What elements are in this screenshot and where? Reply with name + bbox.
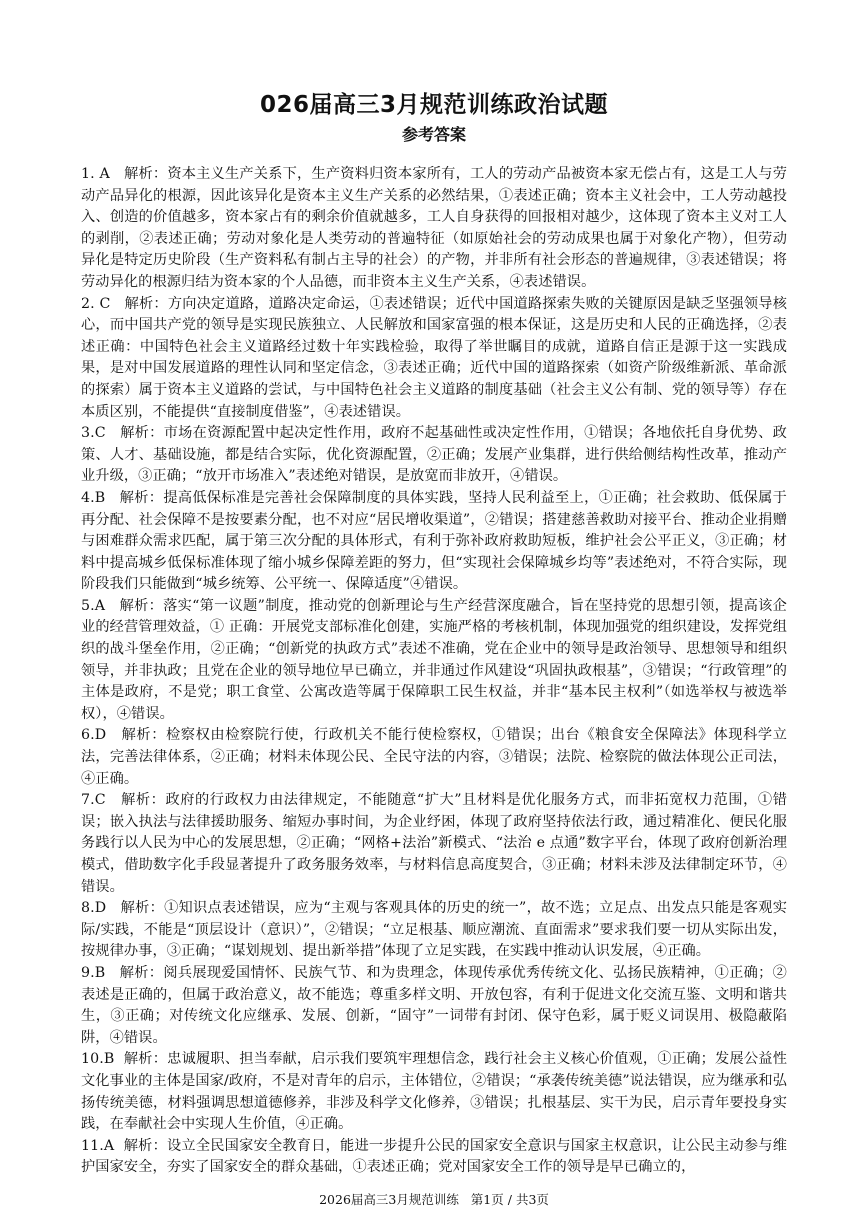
answer-label: 解析： <box>119 964 164 981</box>
answer-item-1 <box>81 164 787 294</box>
answer-number: 3. <box>81 425 95 442</box>
answer-item-2 <box>81 294 787 424</box>
answer-choice: D <box>94 727 107 744</box>
footer-separator: / <box>507 1192 512 1207</box>
answer-item-6 <box>81 725 787 790</box>
answer-number: 1. <box>81 166 95 182</box>
answer-choice: B <box>94 489 106 506</box>
answer-label: 解析： <box>124 295 168 312</box>
answer-number: 9. <box>81 964 95 981</box>
answer-number: 2. <box>81 295 95 312</box>
answer-number: 5. <box>81 597 95 614</box>
answer-explanation: 提高低保标准是完善社会保障制度的具体实践，坚持人民利益至上，①正确；社会救助、低保属于再分配、社会保障不是按要素分配，也不对应“居民增收渠道”，②错误；搭建慈善救助对接平台、推动企业捐赠与困难群众需求匹配，属于第三次分配的具体形式，有利于弥补政府救助短板，维护社会公平正义，③正确；材料中提高城乡低保标准体现了缩小城乡保障差距的努力，但“实现社会保障城乡均等”表述绝对，不符合实际，现阶段我们只能做到“城乡统筹、公平统一、保障适度”④错误。 <box>81 489 787 593</box>
answer-explanation: 落实“第一议题”制度，推动党的创新理论与生产经营深度融合，旨在坚持党的思想引领，提高该企业的经营管理效益，① 正确：开展党支部标准化创建，实施严格的考核机制，体现加强党的组织建设，发挥党组织的战斗堡垒作用，②正确；“创新党的执政方式”表述不准确，党在企业中的领导是政治领导、思想领导和组织领导，并非执政；且党在企业的领导地位早已确立，并非通过作风建设“巩固执政根基”，③错误；“行政管理”的主体是政府，不是党；职工食堂、公寓改造等属于保障职工民生权益，并非“基本民主权利”（如选举权与被选举权），④错误。 <box>81 597 787 722</box>
answer-label: 解析： <box>124 166 168 182</box>
answer-explanation: 资本主义生产关系下，生产资料归资本家所有，工人的劳动产品被资本家无偿占有，这是工人与劳动产品异化的根源，因此该异化是资本主义生产关系的必然结果，①表述正确；资本主义社会中，工人劳动越投入、创造的价值越多，资本家占有的剩余价值就越多，工人自身获得的回报相对越少，这体现了资本主义对工人的剥削，②表述正确；劳动对象化是人类劳动的普遍特征（如原始社会的劳动成果也属于对象化产物），但劳动异化是特定历史阶段（生产资料私有制占主导的社会）的产物，并非所有社会形态的普遍规律，③表述错误；将劳动异化的根源归结为资本家的个人品德，而非资本主义生产关系，④表述错误。 <box>81 166 787 290</box>
answer-choice: B <box>94 964 106 981</box>
answer-explanation: 阅兵展现爱国情怀、民族气节、和为贵理念，体现传承优秀传统文化、弘扬民族精神，①正确；②表述是正确的，但属于政治意义，故不能选；尊重多样文明、开放包容，有利于促进文化交流互鉴、文明和谐共生，③正确；对传统文化应继承、发展、创新，“固守”一词带有封闭、保守色彩，属于贬义词误用、极隐蔽陷阱，④错误。 <box>81 964 787 1046</box>
answer-number: 7. <box>81 792 95 809</box>
answer-explanation: ①知识点表述错误，应为“主观与客观具体的历史的统一”，故不选；立足点、出发点只能是客观实际/实践，不能是“顶层设计（意识）”，②错误；“立足根基、顺应潮流、直面需求”要求我们要一切从实际出发，按规律办事，③正确；“谋划规划、提出新举措”体现了立足实践，在实践中推动认识发展，④正确。 <box>81 900 787 960</box>
answer-item-5 <box>81 596 787 726</box>
answer-number: 10. <box>81 1051 104 1068</box>
page-footer <box>0 1190 868 1208</box>
answer-label: 解析： <box>123 1051 168 1068</box>
answer-item-3 <box>81 423 787 488</box>
answer-number: 4. <box>81 489 95 506</box>
answer-label: 解析： <box>119 597 164 614</box>
answer-choice: C <box>99 295 111 312</box>
answer-choice: C <box>94 792 106 809</box>
answer-choice: A <box>94 597 106 614</box>
footer-exam-name: 2026届高三3月规范训练 <box>319 1192 459 1207</box>
answer-label: 解析： <box>121 792 166 809</box>
answer-item-11 <box>81 1136 787 1179</box>
answer-choice: A <box>99 166 110 182</box>
answer-label: 解析： <box>119 489 164 506</box>
answer-explanation: 政府的行政权力由法律规定，不能随意“扩大”且材料是优化服务方式，而非拓宽权力范围，①错误；嵌入执法与法律援助服务、缩短办事时间，为企业纾困，体现了政府坚持依法行政，通过精准化、便民化服务践行以人民为中心的发展思想，②正确；“网格+法治”新模式、“法治 e 点通”数字平台，体现了政府创新治理模式，借助数字化手段显著提升了政务服务效率，与材料信息高度契合，③正确；材料未涉及法律制定环节，④错误。 <box>81 792 787 895</box>
answer-item-9 <box>81 963 787 1049</box>
answer-label: 解析： <box>120 425 164 442</box>
answer-explanation: 方向决定道路，道路决定命运，①表述错误；近代中国道路探索失败的关键原因是缺乏坚强领导核心，而中国共产党的领导是实现民族独立、人民解放和国家富强的根本保证，这是历史和人民的正确选择，②表述正确：中国特色社会主义道路经过数十年实践检验，取得了举世瞩目的成就，道路自信正是源于这一实践成果，是对中国发展道路的理性认同和坚定信念，③表述正确；近代中国的道路探索（如资产阶级维新派、革命派的探索）属于资本主义道路的尝试，与中国特色社会主义道路的制度基础（社会主义公有制、党的领导等）存在本质区别，不能提供“直接制度借鉴”，④表述错误。 <box>81 295 787 420</box>
answer-choice: A <box>103 1137 115 1154</box>
answer-label: 解析： <box>123 1137 167 1154</box>
answer-explanation: 检察权由检察院行使，行政机关不能行使检察权，①错误；出台《粮食安全保障法》体现科学立法，完善法律体系，②正确；材料未体现公民、全民守法的内容，③错误；法院、检察院的做法体现公正司法，④正确。 <box>81 727 787 787</box>
answer-number: 8. <box>81 900 95 917</box>
answer-number: 11. <box>81 1137 104 1154</box>
answer-choice: B <box>103 1051 115 1068</box>
answer-explanation: 设立全民国家安全教育日，能进一步提升公民的国家安全意识与国家主权意识，让公民主动参与维护国家安全，夯实了国家安全的群众基础，①表述正确；党对国家安全工作的领导是早已确立的， <box>81 1137 787 1176</box>
answer-label: 解析： <box>120 900 165 917</box>
answer-label: 解析： <box>121 727 166 744</box>
answer-choice: D <box>94 900 107 917</box>
answer-choice: C <box>94 425 106 442</box>
page-subtitle: 参考答案 <box>401 125 466 144</box>
footer-page-current: 第1页 <box>470 1192 504 1207</box>
answer-number: 6. <box>81 727 95 744</box>
footer-page-total: 共3页 <box>515 1192 549 1207</box>
page-title: 026届高三3月规范训练政治试题 <box>259 92 608 118</box>
answer-list <box>81 164 787 1176</box>
answer-item-10 <box>81 1049 787 1135</box>
answer-explanation: 忠诚履职、担当奉献，启示我们要筑牢理想信念，践行社会主义核心价值观，①正确；发展公益性文化事业的主体是国家/政府，不是对青年的启示，主体错位，②错误；“承袭传统美德”说法错误，应为继承和弘扬传统美德，材料强调思想道德修养，非涉及科学文化修养，③错误；扎根基层、实干为民，启示青年要投身实践，在奉献社会中实现人生价值，④正确。 <box>81 1051 787 1133</box>
answer-explanation: 市场在资源配置中起决定性作用，政府不起基础性或决定性作用，①错误；各地依托自身优势、政策、人才、基础设施，都是结合实际，优化资源配置，②正确；发展产业集群，进行供给侧结构性改革，推动产业升级，③正确；“放开市场准入”表述绝对错误，是放宽而非放开，④错误。 <box>81 425 787 485</box>
answer-item-8 <box>81 898 787 963</box>
answer-item-7 <box>81 790 787 898</box>
answer-item-4 <box>81 488 787 596</box>
